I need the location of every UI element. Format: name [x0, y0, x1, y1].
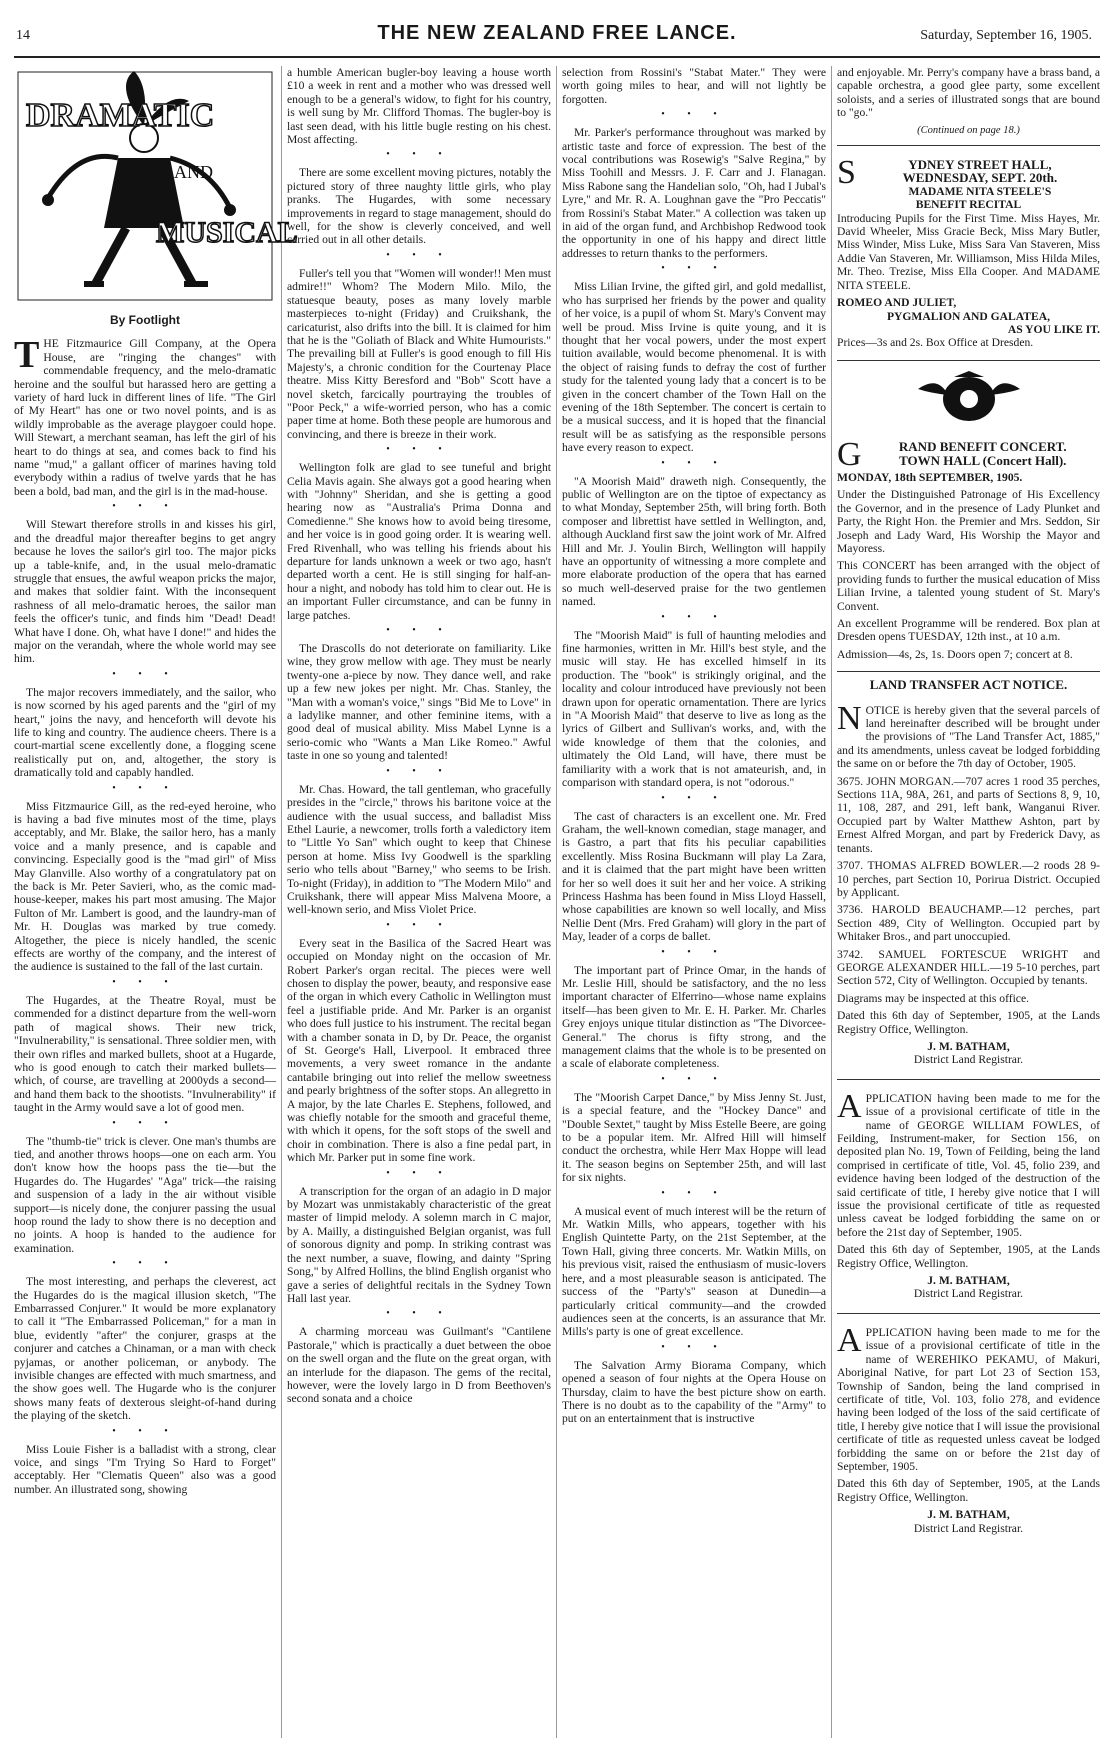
section-separator: • • • — [661, 457, 727, 469]
logo-word-3: MUSICAL — [156, 216, 298, 249]
column-divider — [831, 66, 832, 1738]
signature-name: J. M. BATHAM, — [927, 1039, 1010, 1053]
section-separator: • • • — [112, 668, 178, 680]
issue-date: Saturday, September 16, 1905. — [920, 28, 1092, 43]
drop-cap: S — [837, 154, 856, 192]
section-separator: • • • — [386, 919, 452, 931]
page-header — [0, 22, 1114, 52]
column-divider — [281, 66, 282, 1738]
article-paragraph: The "thumb-tie" trick is clever. One man's thumbs are tied, and another throws hoops—one on each arm. You don't know how the hoops pass the tie—but the Hugardes do. The Hugardes' "Aga" trick—the raising and suspension of a lady in the air without visible support—is nicely done, the conjurer passing the usual hoop round the lady to show there is no deception and no joints. A hoop is handed to the audience for examination. — [14, 1134, 276, 1255]
crest-icon — [914, 369, 1024, 425]
drop-cap: A — [837, 1321, 862, 1359]
article-paragraph: A charming morceau was Guilmant's "Cantilene Pastorale," which is practically a duet between the oboe on the swell organ and the flute on the great organ, with an interlude for the diapason. The gems of the recital, however, were the lovely largo in D from Beethoven's second sonata and a choice — [287, 1325, 551, 1406]
section-separator: • • • — [112, 1258, 178, 1270]
article-paragraph: The cast of characters is an excellent one. Mr. Fred Graham, the well-known comedian, stage manager, and is Gastro, a part that fits his peculiar capabilities excellently. Miss Rosina Buckmann will play La Zara, and it is claimed that the part might have been written for her so well does it suit her and her voice. A striking Princess Hashma has been found in Miss Lloyd Hassell, whose capabilities are known so well locally, and Miss Nellie Dent (Mrs. Fred Graham) will glory in the part of May, leader of a corps de ballet. — [562, 809, 826, 944]
section-separator: • • • — [112, 1425, 178, 1437]
land-transfer-notice: NOTICE is hereby given that the several parcels of land hereinafter described will be brought under the provisions of "The Land Transfer Act, 1885," and its amendments, unless caveat be lodged forbidding the same on or before the 7th day of October, 1905. 3675. JOHN MORGAN.—707 acres 1 rood 35 perches, Sections 11A, 98A, 261, and parts of Sections 8, 9, 10, 11, 108, 287, and 291, left bank, Wanganui River. Occupied part by Walter Matthew Ashton, part by Ernest Alfred Morgan, and part by Frederick Davy, as tenants. 3707. THOMAS ALFRED BOWLER.—2 roods 28 9-10 perches, part Section 10, Porirua District. Occupied by Applicant. 3736. HAROLD BEAUCHAMP.—12 perches, part Section 489, City of Wellington. Occupied part by Whitaker Bros., and part unoccupied. 3742. SAMUEL FORTESCUE WRIGHT and GEORGE ALEXANDER HILL.—19 5-10 perches, part Section 572, City of Wellington. Occupied by tenants. Diagrams may be inspected at this office. Dated this 6th day of September, 1905, at the Lands Registry Office, Wellington. J. M. BATHAM, District Land Registrar. — [837, 698, 1100, 1080]
article-paragraph: A musical event of much interest will be the return of Mr. Watkin Mills, who appears, together with his English Quintette Party, on the 21st September, at the Town Hall, giving three concerts. Mr. Watkin Mills, on his previous visit, raised the enthusiasm of music-lovers here, and a most pleasurable season is anticipated. The success of the "Party's" season at Dunedin—a particularly critical community—and the crowded audiences seen at the concerts, is an assurance that Mr. Mills's party is one of great excellence. — [562, 1204, 826, 1339]
article-paragraph: Every seat in the Basilica of the Sacred Heart was occupied on Monday night on the occasion of Mr. Robert Parker's organ recital. The pieces were well chosen to display the power, beauty, and responsive ease of the organ in which every Catholic in Wellington must feel a justifiable pride. And Mr. Parker is an organist who does full justice to his instrument. The recital began with a chamber sonata in D, by Dr. Peace, the organist of St. George's Hall, Liverpool. It embraced three movements, a very sweet romance in the andante cantabile bringing out into relief the mellow sweetness and pearly brightness of the softer stops. An allegretto in A major, by the late Charles E. Stephens, followed, and was chiefly notable for the smooth and graceful theme, with which it opens, for the soft stops of the swell and choir in combination. There is also a fine pedal part, in which Mr. Parker put in some fine work. — [287, 936, 551, 1165]
signature-name: J. M. BATHAM, — [927, 1508, 1010, 1522]
crest-emblem — [837, 369, 1100, 428]
article-paragraph: Will Stewart therefore strolls in and kisses his girl, and the dreadful major thereafter begins to get angry because he loves the sailor's girl too. The major picks up a table-knife, and, in the usual melo-dramatic struggle that ensues, the awful weapon pricks the major, and makes that soldier faint. With the inconsequent rashness of all melo-dramatic heroes, the sailor man feels the officer's tunic, and finds him "Dead! Dead! What have I done. Oh, what have I done!" and hides the major on the verandah, where the whole world may see him. — [14, 518, 276, 666]
application-notice-fowles: APPLICATION having been made to me for the issue of a provisional certificate of title in the name of GEORGE WILLIAM FOWLES, of Feilding, Instrument-maker, for Section 156, on deposited plan No. 19, Town of Feilding, being the land comprised in certificate of title, Vol. 45, folio 239, and evidence having been lodged of the destruction of the said certificate of title, I hereby give notice that I will issue the provisional certificate of title as requested unless caveat be lodged forbidding the same on or before the 21st day of September, 1905. Dated this 6th day of September, 1905, at the Lands Registry Office, Wellington. J. M. BATHAM, District Land Registrar. — [837, 1086, 1100, 1314]
section-separator: • • • — [386, 249, 452, 261]
column-divider — [556, 66, 557, 1738]
article-paragraph: "A Moorish Maid" draweth nigh. Consequently, the public of Wellington are on the tiptoe of expectancy as to what Monday, September 25th, will bring forth. Both composer and librettist have settled in Wellington, and, although Auckland first saw the joint work of Mr. Alfred Hill and Mr. J. Youlin Birch, Wellington will happily have an opportunity of witnessing a more complete and more elaborate production of the opera that has earned so much well-deserved praise for the two gentlemen named. — [562, 474, 826, 609]
header-rule — [14, 56, 1100, 58]
article-paragraph: Miss Fitzmaurice Gill, as the red-eyed heroine, who is having a bad five minutes most of the time, plays acceptably, and Mr. Blake, the sailor hero, has a manly voice and a manly presence, and is capable and convincing. Especially good is the "mad girl" of Miss May Glanville. Also worthy of a congratulatory pat on the back is Mr. Peter Savieri, who, as the comic mad-house-keeper, makes his part most amusing. The Major Fulton of Mr. Lambert is good, and the laundry-man of Mr. H. Douglas was marked by true comedy. Altogether, the piece is nicely handled, the scenic effects are worthy of the company, and the interest of the audience is sustained to the fall of the last curtain. — [14, 799, 276, 974]
article-paragraph: and enjoyable. Mr. Perry's company have a brass band, a capable orchestra, a good glee party, some excellent soloists, and a series of illustrated songs that are bound to "go." — [837, 66, 1100, 120]
signature-name: J. M. BATHAM, — [927, 1274, 1010, 1288]
jester-illustration — [14, 66, 298, 306]
article-paragraph: Mr. Chas. Howard, the tall gentleman, who gracefully presides in the "circle," throws his baritone voice at the audience with the usual success, and balladist Miss Ethel Laurie, a newcomer, trolls forth a valedictory item to "Little Yo San" which ought to keep that Chinese person at home. Miss Ivy Goodwell is the sparkling serio who tells about "Barney," who seems to be Irish. To-night (Friday), in addition to "The Modern Milo" and Cruikshank, there will appear Miss Malvena Moore, a well-known serio, and Miss Violet Price. — [287, 782, 551, 917]
article-paragraph: There are some excellent moving pictures, notably the pictured story of three naughty little girls, who play pranks. The Hugardes, with some necessary improvements in regard to stage management, should do well, for the show is cleverly conceived, and well carried out in all other details. — [287, 166, 551, 247]
section-separator: • • • — [112, 782, 178, 794]
article-paragraph: A transcription for the organ of an adagio in D major by Mozart was unmistakably characteristic of the great master of limpid melody. A solemn march in C major, by A. Mailly, a distinguished Belgian organist, was full of sonorous dignity and pomp. In striking contrast was the next number, a suave, flowing, and dainty "Spring Song," by Alfred Hollins, the blind English organist who gave a series of delightful recitals in the Sydney Town Hall last year. — [287, 1184, 551, 1305]
article-paragraph: The Hugardes, at the Theatre Royal, must be commended for a distinct departure from the well-worn path of magical shows. Their new trick, "Invulnerability," is sensational. Three soldier men, with their own rifles and marked bullets, shoot at a Hugarde, who is good enough to catch their marked bullets—which, of course, are travelling at 2000yds a second—and hand them back to the shootists. "Invulnerability" if taught in the Army would save a lot of good men. — [14, 993, 276, 1115]
article-paragraph: selection from Rossini's "Stabat Mater." They were worth going miles to hear, and will not lightly be forgotten. — [562, 66, 826, 106]
drop-cap: T — [14, 334, 40, 377]
drop-cap: G — [837, 436, 862, 474]
article-paragraph: The "Moorish Carpet Dance," by Miss Jenny St. Just, is a special feature, and the "Hockey Dance" and "Double Sextet," taught by Miss Estelle Beere, are going to be a popular item. Mr. Alfred Hill will himself conduct the orchestra, while Herr Max Hoppe will lead it. The season begins on September 25th, and will last for six nights. — [562, 1090, 826, 1185]
drop-cap: A — [837, 1087, 862, 1125]
article-paragraph: The Drascolls do not deteriorate on familiarity. Like wine, they grow mellow with age. They must be nearly twenty-one a-piece by now. They dance well, and rake up a few new jokes per night. Mr. Chas. Stanley, the "Man with a woman's voice," sings "Bid Me to Love" in a ladylike manner, and other feminine items, with a good deal of musical ability. Miss Mabel Lynne is a serio-comic who "Wants a Man Like Romeo." Awful taste in one so young and talented! — [287, 642, 551, 763]
logo-word-1: DRAMATIC — [26, 97, 215, 134]
column-3 — [562, 66, 826, 1738]
article-paragraph: Wellington folk are glad to see tuneful and bright Celia Mavis again. She always got a good hearing when with "Johnny" Sheridan, and she is getting a good hearing now as "Australia's Prima Donna and Comedienne." She knows how to avoid being tiresome, and her voice is in good going order. It is wearing well. Fred Rivenhall, who was telling his friends about his departure for lands unknown a week or two ago, hasn't departed worth a cent. He is still singing for half-an-hour a night, and nobody has told him to clear out. He is an important Fuller circumstance, and can be funny in large patches. — [287, 461, 551, 622]
section-separator: • • • — [661, 263, 727, 275]
section-separator: • • • — [661, 1073, 727, 1085]
article-paragraph: Mr. Parker's performance throughout was marked by artistic taste and force of expression. The best of the vocal contributions was Rosewig's "Salve Regina," by Miss Toohill and Messrs. J. F. Carr and J. Flanagan. Miss Rabone sang the Handelian solo, "Oh, had I Jubal's Lyre," and Mr. R. A. Loughnan gave the "Pro Peccatis" from Rossini's Stabat Mater." A collection was taken up in aid of the organ fund, and Archbishop Redwood took the opportunity in one of his happy and direct little addresses to return thanks to the performers. — [562, 126, 826, 260]
advertisement-grand-benefit-concert: G RAND BENEFIT CONCERT. TOWN HALL (Concert Hall). MONDAY, 18th SEPTEMBER, 1905. Under the Distinguished Patronage of His Excellency the Governor, and in the presence of Lady Plunket and Party, the Right Hon. the Premier and Mrs. Seddon, Sir Joseph and Lady Ward, His Worship the Mayor and Mayoress. This CONCERT has been arranged with the object of providing funds to further the musical education of Miss Lilian Irvine, a talented young student of St. Mary's Convent. An excellent Programme will be rendered. Box plan at Dresden opens TUESDAY, 12th inst., at 10 a.m. Admission—4s, 2s, 1s. Doors open 7; concert at 8. — [837, 434, 1100, 672]
column-4 — [837, 66, 1100, 1738]
byline: By Footlight — [110, 313, 180, 327]
article-paragraph: THE Fitzmaurice Gill Company, at the Opera House, are "ringing the changes" with commendable frequency, and the melo-dramatic heroine and the soulful but harassed hero are getting a variety of hard luck in different lines of life. "The Girl of My Heart" has one or two novel points, and is as wildly improbable as the average playgoer could hope. Will Stewart, a merchant seaman, has left the girl of his heart to do things at sea, and comes back to find his name "mud," a gallant officer of marines having told everybody within a radius of twelve yards that he has been a bold, bad man, and the girl is in the mad-house. — [14, 334, 276, 498]
article-paragraph: The Salvation Army Biorama Company, which opened a season of four nights at the Opera House on Thursday, claim to have the best picture show on earth. There is no doubt as to the capability of the "Army" to put on an entertainment that is instructive — [562, 1358, 826, 1426]
section-separator: • • • — [112, 976, 178, 988]
section-separator: • • • — [661, 109, 727, 121]
section-separator: • • • — [386, 1308, 452, 1320]
section-separator: • • • — [661, 611, 727, 623]
section-separator: • • • — [112, 501, 178, 513]
section-separator: • • • — [661, 1187, 727, 1199]
section-separator: • • • — [386, 1167, 452, 1179]
signature-title: District Land Registrar. — [913, 1053, 1024, 1067]
page-number: 14 — [16, 28, 30, 43]
column-2 — [287, 66, 551, 1738]
article-paragraph: Miss Louie Fisher is a balladist with a strong, clear voice, and sings "I'm Trying So Hard to Forget" acceptably. Her "Clematis Queen" also was a good number. An illustrated song, showing — [14, 1442, 276, 1496]
logo-word-2: AND — [174, 162, 213, 182]
signature-title: District Land Registrar. — [913, 1287, 1024, 1301]
article-paragraph: The most interesting, and perhaps the cleverest, act the Hugardes do is the magical illusion sketch, "The Embarrassed Conjurer." It would be more explanatory to call it "The Embarrassed Policeman," for a man in blue, evidently "after" the conjurer, grasps at the conjurer and catches a Chinaman, or a man with check pyjamas, or another policeman, or anybody. The invisible changes are effected with much smartness, and the show goes well. The Hugarde who is the conjurer shows many feats of dexterous sleight-of-hand during the playing of the sketch. — [14, 1275, 276, 1423]
drop-cap: N — [837, 699, 862, 737]
article-paragraph: The "Moorish Maid" is full of haunting melodies and fine harmonies, written in Mr. Hill's best style, and the music will stay. He has excelled himself in its production. The "book" is strikingly original, and the locality and colour introduced have previously not been drawn upon for operatic ornamentation. There are lyrics in "A Moorish Maid" that deserve to live as long as the lyrics of Gilbert and Sullivan's works, and, with the wide knowledge of them that the colonies, and ultimately the Old Land, will have, there must be familiarity with a work that is not amateurish, and, in comparison with standard opera, is not "odorous." — [562, 628, 826, 790]
section-separator: • • • — [386, 625, 452, 637]
section-separator: • • • — [112, 1117, 178, 1129]
application-notice-pekamu: APPLICATION having been made to me for the issue of a provisional certificate of title in the name of WEREHIKO PEKAMU, of Makuri, Aboriginal Native, for part Lot 23 of Section 153, Township of Sandon, being the land comprised in certificate of title, Vol. 103, folio 278, and evidence having been lodged of the loss of the said certificate of title, I hereby give notice that I will issue the provisional certificate of title as requested unless caveat be lodged forbidding the same on or before the 21st day of September, 1905. Dated this 6th day of September, 1905, at the Lands Registry Office, Wellington. J. M. BATHAM, District Land Registrar. — [837, 1321, 1100, 1535]
continued-note: (Continued on page 18.) — [917, 124, 1020, 136]
advertisement-sydney-street-hall: S YDNEY STREET HALL, WEDNESDAY, SEPT. 20th. MADAME NITA STEELE'S BENEFIT RECITAL Introducing Pupils for the First Time. Miss Hayes, Mr. David Wheeler, Miss Gracie Beck, Miss Mary Butler, Miss Winder, Miss Luke, Miss Sara Van Staveren, Miss Addie Van Staveren, Mr. Williamson, Miss Hilda Miles, Mr. Theo. Trezise, Miss Ella Cooper. And MADAME NITA STEELE. ROMEO AND JULIET, PYGMALION AND GALATEA, AS YOU LIKE IT. Prices—3s and 2s. Box Office at Dresden. — [837, 152, 1100, 361]
divider — [837, 145, 1100, 146]
column-1 — [14, 66, 298, 1738]
dramatic-musical-logo — [14, 66, 298, 306]
land-transfer-title: LAND TRANSFER ACT NOTICE. — [869, 677, 1068, 693]
section-separator: • • • — [386, 149, 452, 161]
section-separator: • • • — [386, 765, 452, 777]
section-separator: • • • — [386, 444, 452, 456]
section-separator: • • • — [661, 1341, 727, 1353]
article-paragraph: a humble American bugler-boy leaving a house worth £10 a week in rent and a mother who was dressed well enough to be a general's widow, to fight for his country, is well sung by Mr. Clifford Thomas. The bugler-boy is last seen dead, with his little bugle resting on his chest. Most affecting. — [287, 66, 551, 147]
article-paragraph: The important part of Prince Omar, in the hands of Mr. Leslie Hill, should be satisfactory, and the no less important character of Elferrino—whose name explains itself—has been given to Mr. E. H. Parker. Mr. Charles Grey enjoys unique titular distinction as "The Divorcee-General." The chorus is fifty strong, and the management claims that the whole is to be presented on a scale of elaborate completeness. — [562, 963, 826, 1071]
article-paragraph: The major recovers immediately, and the sailor, who is now scorned by his aged parents and the "girl of my heart," joins the navy, and henceforth will devote his life to king and country. The audience cheers. There is a court-martial scene excellently done, a flogging scene realistically put on, and, altogether, the story is dramatically told and capably handled. — [14, 685, 276, 780]
signature-title: District Land Registrar. — [913, 1521, 1024, 1535]
article-paragraph: Fuller's tell you that "Women will wonder!! Men must admire!!" Whom? The Modern Milo. Milo, the statuesque beauty, poses as many lovely marble masterpieces to-night (Friday) and Cruikshank, the caricaturist, also drifts into the bill. It is claimed for him that he is the "Goliath of Black and White Humourists." The prevailing bill at Fuller's is good enough to fill His Majesty's, a chronic condition for the Courtenay Place theatre. Miss Kitty Beresford and "Bob" Scott have a novel sketch, farcically pourtraying the troubles of "Poor Peck," a wife-worried person, who has a comic paper time at home. Both these people are humorous and convincing, and there is breeze in their work. — [287, 266, 552, 441]
masthead: THE NEW ZEALAND FREE LANCE. — [377, 22, 737, 44]
section-separator: • • • — [661, 792, 727, 804]
section-separator: • • • — [661, 946, 727, 958]
article-paragraph: Miss Lilian Irvine, the gifted girl, and gold medallist, who has surprised her friends by the power and quality of her voice, is a pupil of whom St. Mary's Convent may well be proud. Miss Irvine is quite young, and it is thought that her vocal powers, under the most expert tuition available, would become phenomenal. It is with the object of raising funds to defray the cost of further study for the talented young lady that a concert is to be given in the concert chamber of the Town Hall on the evening of the 18th September. The concert is certain to be a musical success, and it is hoped that the financial result will be as satisfying as the responsible persons have every reason to expect. — [562, 280, 826, 455]
